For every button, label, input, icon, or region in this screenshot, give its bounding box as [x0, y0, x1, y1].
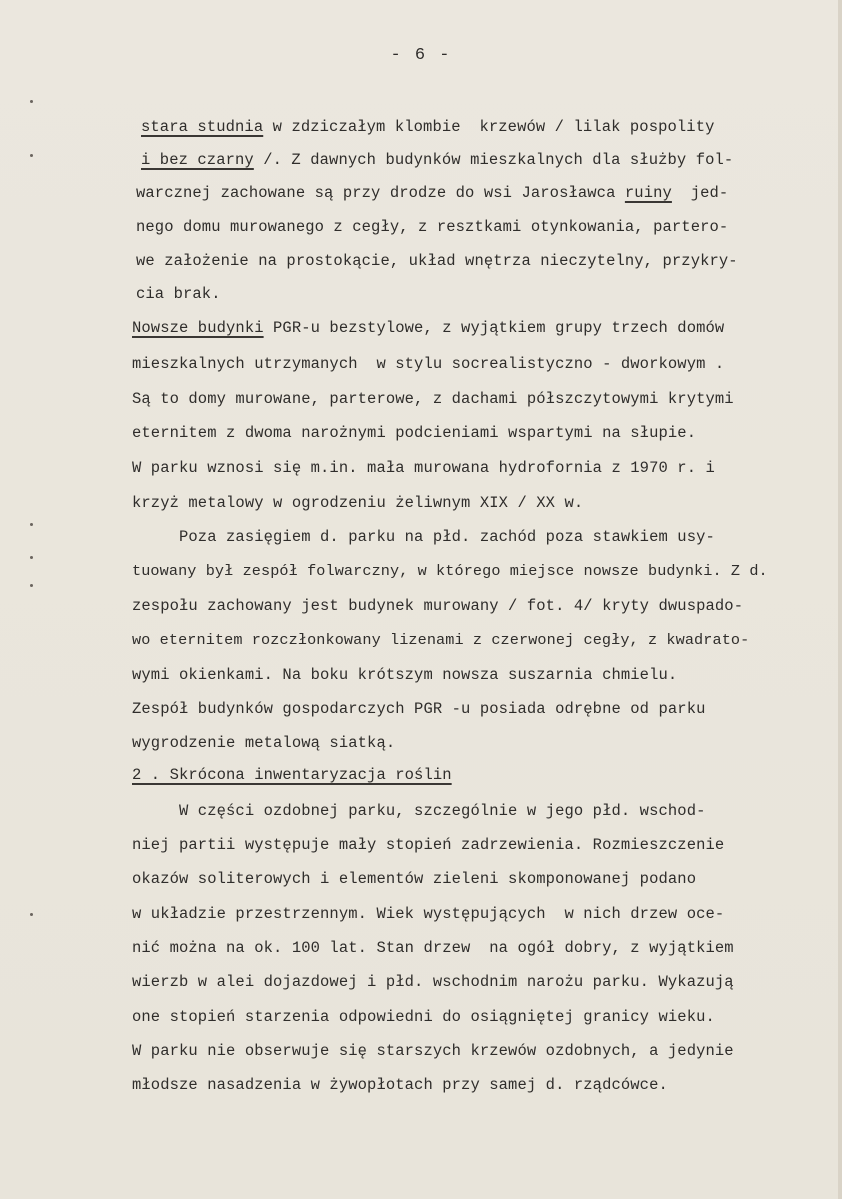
underlined-term: i bez czarny	[141, 151, 254, 169]
text-line: cia brak.	[136, 285, 221, 303]
underlined-term: Nowsze budynki	[132, 319, 264, 337]
text-line: tuowany był zespół folwarczny, w którego miejsce nowsze budynki. Z d.	[132, 562, 768, 580]
margin-mark	[30, 100, 33, 103]
text-line: mieszkalnych utrzymanych w stylu socrealistyczno - dworkowym .	[132, 355, 725, 373]
text-line	[141, 151, 733, 169]
text-line: one stopień starzenia odpowiedni do osiągniętej granicy wieku.	[132, 1008, 715, 1026]
section-heading: 2 . Skrócona inwentaryzacja roślin	[132, 766, 452, 784]
text-run: jed-	[671, 184, 729, 202]
page-edge	[838, 0, 842, 1199]
text-line: zespołu zachowany jest budynek murowany / fot. 4/ kryty dwuspado-	[132, 597, 744, 615]
text-line	[132, 319, 724, 337]
text-line: Zespół budynków gospodarczych PGR -u posiada odrębne od parku	[132, 700, 706, 718]
text-run: w zdziczałym klombie krzewów / lilak pospolity	[263, 118, 715, 136]
text-line: we założenie na prostokącie, układ wnętrza nieczytelny, przykry-	[136, 252, 738, 270]
margin-mark	[30, 584, 33, 587]
text-line: eternitem z dwoma narożnymi podcieniami wspartymi na słupie.	[132, 424, 697, 442]
text-run: warcznej zachowane są przy drodze do wsi Jarosławca	[136, 184, 625, 202]
margin-mark	[30, 556, 33, 559]
underlined-term: stara studnia	[141, 118, 264, 136]
text-line: nego domu murowanego z cegły, z resztkami otynkowania, partero-	[136, 218, 729, 236]
text-line: W części ozdobnej parku, szczególnie w jego płd. wschod-	[132, 802, 706, 820]
margin-mark	[30, 913, 33, 916]
text-line: wo eternitem rozczłonkowany lizenami z czerwonej cegły, z kwadrato-	[132, 631, 750, 649]
text-run: /. Z dawnych budynków mieszkalnych dla służby fol-	[253, 151, 734, 169]
text-line: nić można na ok. 100 lat. Stan drzew na ogół dobry, z wyjątkiem	[132, 939, 734, 957]
underlined-term: ruiny	[624, 184, 672, 202]
text-line: Są to domy murowane, parterowe, z dachami półszczytowymi krytymi	[132, 390, 734, 408]
text-line: wymi okienkami. Na boku krótszym nowsza suszarnia chmielu.	[132, 666, 678, 684]
text-line	[136, 184, 728, 202]
text-line	[141, 118, 715, 136]
text-line: krzyż metalowy w ogrodzeniu żeliwnym XIX / XX w.	[132, 494, 584, 512]
text-line: W parku wznosi się m.in. mała murowana hydrofornia z 1970 r. i	[132, 459, 715, 477]
page-number: - 6 -	[390, 46, 452, 65]
text-line: okazów soliterowych i elementów zieleni skomponowanej podano	[132, 870, 697, 888]
text-line: W parku nie obserwuje się starszych krzewów ozdobnych, a jedynie	[132, 1042, 734, 1060]
text-line: Poza zasięgiem d. parku na płd. zachód poza stawkiem usy-	[132, 528, 715, 546]
text-line: w układzie przestrzennym. Wiek występujących w nich drzew oce-	[132, 905, 725, 923]
margin-mark	[30, 523, 33, 526]
text-line: młodsze nasadzenia w żywopłotach przy samej d. rządcówce.	[132, 1076, 668, 1094]
text-line: niej partii występuje mały stopień zadrzewienia. Rozmieszczenie	[132, 836, 725, 854]
text-line: wierzb w alei dojazdowej i płd. wschodnim narożu parku. Wykazują	[132, 973, 734, 991]
text-run: PGR-u bezstylowe, z wyjątkiem grupy trzech domów	[263, 319, 725, 337]
text-line: wygrodzenie metalową siatką.	[132, 734, 396, 752]
margin-mark	[30, 154, 33, 157]
